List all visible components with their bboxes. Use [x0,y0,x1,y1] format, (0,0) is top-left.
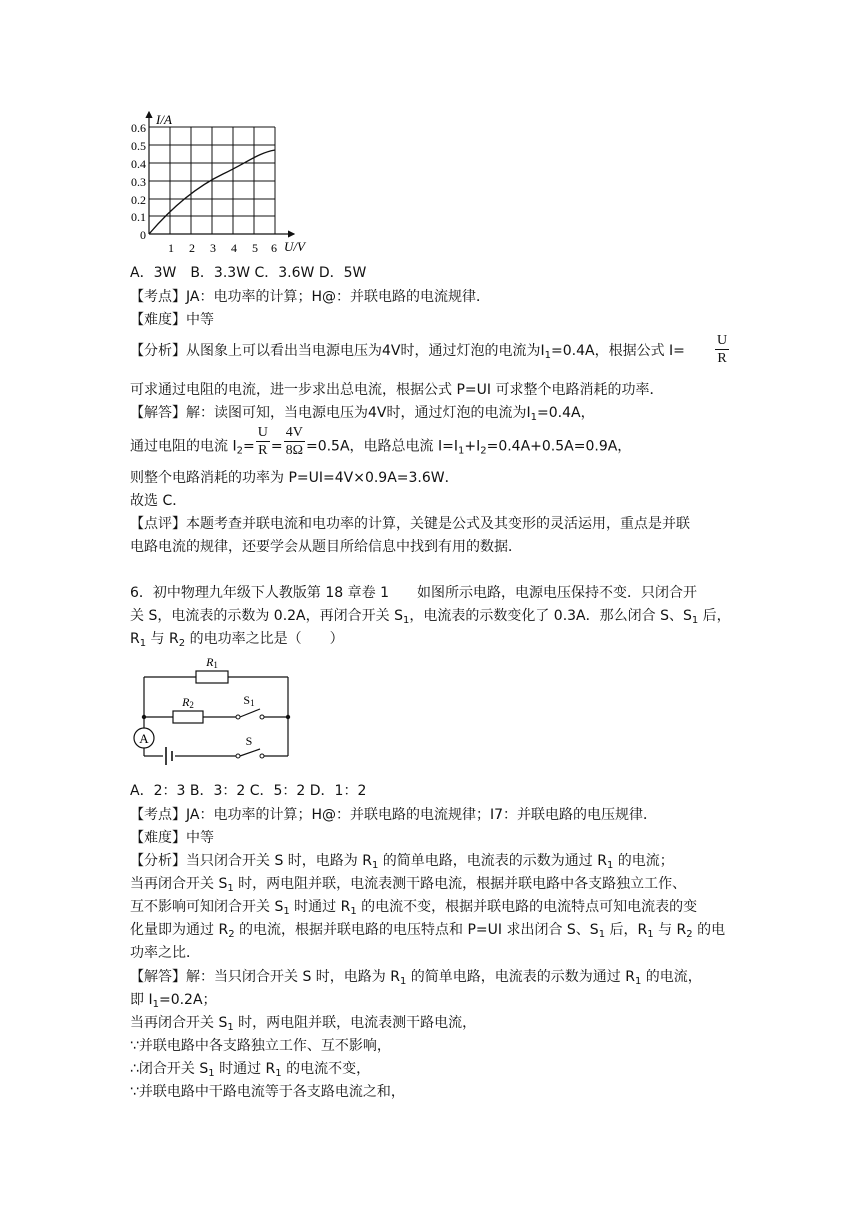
q5-jieda-line3: 则整个电路消耗的功率为 P=UI=4V×0.9A=3.6W． [130,470,459,486]
subscript: 1 [227,883,234,894]
resistor-r1 [196,671,228,683]
subscript: 1 [139,638,147,649]
fraction-denominator: 8Ω [285,443,303,458]
fraction-numerator: 4V [284,424,305,442]
y-tick: 0.4 [131,157,146,171]
text-span: 时，两电阻并联，电流表测干路电流，根据并联电路中各支路独立工作、 [233,876,687,892]
q5-dianping-line1: 【点评】本题考查并联电流和电功率的计算，关键是公式及其变形的灵活运用，重点是并联 [130,516,690,532]
subscript: 2 [686,929,693,940]
text-span: 的电流，根据并联电路的电压特点和 P=UI 求出闭合 S、S [234,922,599,938]
y-tick: 0.6 [131,121,146,135]
subscript: 2 [178,638,186,649]
text-span: 的电流不变，根据并联电路的电流特点可知电流表的变 [356,899,698,915]
q5-kaodian: 【考点】JA：电功率的计算；H@：并联电路的电流规律． [130,289,490,305]
resistor-r2 [173,711,203,723]
text-span: 后，R [605,922,648,938]
text-span: 【分析】当只闭合开关 S 时，电路为 R [130,853,372,869]
q6-title-line2 [130,607,731,625]
fraction-denominator: R [258,443,268,458]
q6-jieda-line6: ∵并联电路中干路电流等于各支路电流之和， [130,1084,405,1100]
subscript: 2 [480,445,487,457]
ammeter-label: A [139,731,149,746]
y-tick: 0.5 [131,139,146,153]
fraction-numerator: U [257,425,268,440]
text-span: 的电 [692,922,726,938]
subscript: 1 [530,412,537,423]
text-span: 后， [698,608,731,624]
q6-jieda-line2 [130,991,217,1009]
subscript: 1 [606,860,614,871]
q5-jieda-line1 [130,404,595,422]
text-span: 的电流； [613,853,674,869]
text-span: =0.5A，电路总电流 I=I [305,438,458,455]
y-tick: 0.1 [131,210,146,224]
junction-dot [142,715,146,719]
text-span: ，电流表的示数变化了 0.3A．那么闭合 S、S [409,608,692,624]
q6-options: A．2：3 B．3：2 C．5：2 D．1：2 [130,783,367,799]
text-span: 即 I [130,992,153,1008]
subscript: 1 [691,615,699,626]
iu-graph [118,106,318,258]
text-span: 时，两电阻并联，电流表测干路电流， [233,1015,477,1031]
text-span: 互不影响可知闭合开关 S [130,899,284,915]
subscript: 1 [402,615,410,626]
subscript: 2 [228,929,235,940]
q6-jieda-line4: ∵并联电路中各支路独立工作、互不影响， [130,1038,391,1054]
text-span: 与 R [653,922,687,938]
subscript: 1 [350,906,357,917]
text-span: 【分析】从图象上可以看出当电源电压为4V时，通过灯泡的电流为I [130,343,545,359]
text-span: 【解答】解：当只闭合开关 S 时，电路为 R [130,969,400,985]
junction-dot [286,715,290,719]
fraction-4v-over-8ohm [284,424,305,459]
q6-title-line1: 6．初中物理九年级下人教版第 18 章卷 1 如图所示电路，电源电压保持不变．只闭合开 [130,585,697,601]
q6-fenxi-line5: 功率之比． [130,945,200,961]
x-tick: 5 [252,241,258,255]
q6-fenxi-line4 [130,921,725,939]
y-tick: 0.3 [131,175,146,189]
text-span: 与 R [146,631,179,647]
x-tick: 2 [189,241,195,255]
x-tick: 3 [210,241,216,255]
q6-fenxi-line2 [130,875,686,893]
subscript: 2 [236,445,243,457]
q6-kaodian: 【考点】JA：电功率的计算；H@：并联电路的电流规律；I7：并联电路的电压规律． [130,807,658,823]
x-tick: 1 [168,241,174,255]
subscript: 1 [275,1068,282,1079]
text-span: 的简单电路，电流表的示数为通过 R [406,969,635,985]
subscript: 1 [371,860,379,871]
q5-options: A．3W B．3.3W C．3.6W D．5W [130,265,367,281]
text-span: =0.4A，根据公式 I= [551,343,685,359]
text-span: 的简单电路，电流表的示数为通过 R [378,853,607,869]
text-span: ∴闭合开关 S [130,1061,209,1077]
text-span: 当再闭合开关 S [130,1015,228,1031]
switch-s1-blade [240,709,260,717]
text-span: 关 S，电流表的示数为 0.2A，再闭合开关 S [130,608,403,624]
text-span: 化量即为通过 R [130,922,229,938]
y-tick: 0 [140,228,146,242]
x-tick: 4 [231,241,237,255]
q5-fenxi-line2: 可求通过电阻的电流，进一步求出总电流，根据公式 P=UI 可求整个电路消耗的功率． [130,382,664,398]
text-span: 当再闭合开关 S [130,876,228,892]
r2-label: R2 [182,695,194,710]
x-tick: 6 [271,241,277,255]
text-span: 的电流不变， [281,1061,371,1077]
q6-jieda-line3 [130,1014,476,1032]
fraction-u-over-r [256,424,270,459]
s-label: S [245,734,253,748]
text-span: 的电功率之比是（ ） [185,631,344,647]
q6-jieda-line5 [130,1060,370,1078]
subscript: 1 [399,976,407,987]
text-span: 时通过 R [214,1061,276,1077]
q5-jieda-line4: 故选 C． [130,493,187,509]
y-tick: 0.2 [131,193,146,207]
q6-nandu: 【难度】中等 [130,830,214,846]
fraction-denominator: R [717,351,727,366]
circuit-diagram [128,652,298,770]
s1-label: S1 [243,693,255,708]
q5-nandu: 【难度】中等 [130,312,214,328]
subscript: 1 [152,999,159,1010]
x-axis-label: U/V [284,239,305,254]
subscript: 1 [457,445,465,457]
subscript: 1 [208,1068,215,1079]
q5-fenxi-line1 [130,342,685,360]
subscript: 1 [634,976,642,987]
subscript: 1 [283,906,290,917]
q6-fenxi-line1 [130,852,674,870]
text-span: 时通过 R [289,899,351,915]
text-span: R [130,631,140,647]
switch-s-blade [240,749,260,756]
text-span: 通过电阻的电流 I [130,438,237,455]
text-span: =0.4A， [537,405,595,421]
text-span: +I [464,438,481,455]
subscript: 1 [647,929,654,940]
q6-title-line3 [130,630,344,648]
subscript: 1 [227,1022,234,1033]
text-span: =0.2A； [158,992,217,1008]
fraction-numerator: U [717,333,728,348]
q5-dianping-line2: 电路电流的规律，还要学会从题目所给信息中找到有用的数据． [130,539,522,555]
q6-jieda-line1 [130,968,702,986]
text-span: 【解答】解：读图可知，当电源电压为4V时，通过灯泡的电流为I [130,405,531,421]
r1-label: R1 [206,655,218,670]
y-axis-label: I/A [156,112,172,127]
text-span: 的电流， [641,969,702,985]
subscript: 1 [544,350,551,361]
text-span: =0.4A+0.5A=0.9A， [486,438,632,455]
q5-jieda-line2: 通过电阻的电流 $I_2=$ $\frac{U}{R}$ = $\frac{4V}{8\Omega}$ =0.5A，电路总电流 $I=I_1+I_2=0.4A+0.5A=0.9A$， [130,425,632,458]
q6-fenxi-line3 [130,898,697,916]
fraction-u-over-r [715,332,729,367]
subscript: 1 [598,929,606,940]
